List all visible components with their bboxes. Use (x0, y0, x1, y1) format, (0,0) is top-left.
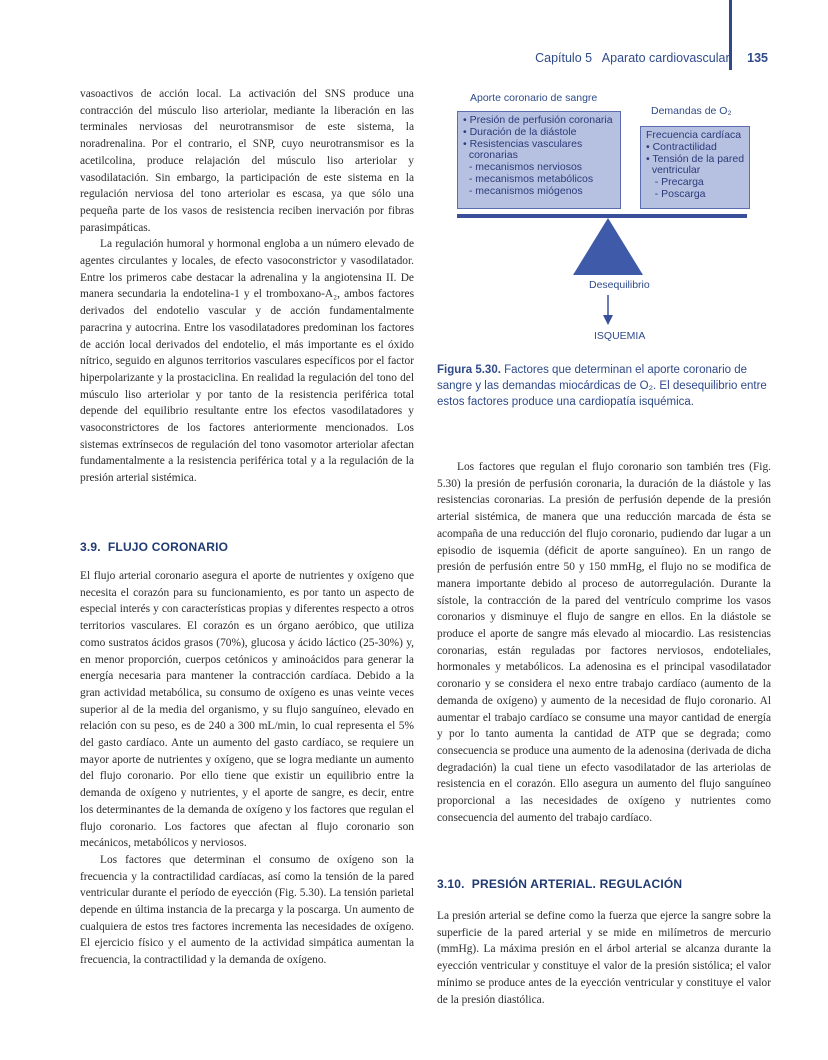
running-header (535, 51, 768, 65)
paragraph: vasoactivos de acción local. La activación del SNS produce una contracción del músculo liso arteriolar, mediante la liberación en las terminales nerviosas del neurotransmisor de este sistema, la noradrenalina. Por el contrario, el SNP, cuyo neurotransmisor es la acetilcolina, produce relajación del músculo liso arteriolar y vasodilatación. Sin embargo, la participación de este sistema en la regulación nerviosa del tono arteriolar es escasa, ya que sólo una pequeña parte de los vasos de resistencia reciben inervación por fibras parasimpáticas. (80, 88, 414, 234)
demand-item: • Tensión de la pared (646, 152, 745, 165)
balance-drawing (437, 86, 773, 356)
demand-label: Demandas de O₂ (651, 105, 732, 117)
fulcrum-triangle (573, 218, 643, 275)
supply-item: - mecanismos miógenos (463, 184, 583, 197)
figure-caption (437, 362, 773, 410)
supply-item: - mecanismos metabólicos (463, 172, 594, 185)
right-column-section (437, 908, 771, 1008)
supply-item: coronarias (463, 149, 518, 162)
left-column-section (80, 568, 414, 969)
demand-item: • Contractilidad (646, 140, 717, 153)
supply-item: • Presión de perfusión coronaria (463, 114, 613, 126)
left-column-intro (80, 86, 414, 487)
paragraph: La presión arterial se define como la fuerza que ejerce la sangre sobre la superficie de la pared arterial y se mide en milímetros de mercurio (mmHg). La máxima presión en el árbol arterial se alcanza durante la eyección ventricular y constituye el valor de la presión sistólica; el valor mínimo se produce antes de la eyección ventricular y constituye el valor de la presión diastólica. (437, 910, 771, 1006)
figure-5-30 (437, 86, 773, 356)
paragraph: El flujo arterial coronario asegura el aporte de nutrientes y oxígeno que necesita el corazón para su funcionamiento, es por tanto un aspecto de especial interés y con características propias y diferentes respecto a otros territorios vasculares. El corazón es un órgano aeróbico, que utiliza como sustratos ácidos grasos (70%), glucosa y ácido láctico (25-30%) y, en menor proporción, cuerpos cetónicos y aminoácidos para generar la energía necesaria para mantener la contracción cardíaca. Debido a la gran actividad metabólica, su consumo de oxígeno es unas veinte veces superior al de la media del organismo, y su flujo sanguíneo, elevado en relación con su peso, es de 240 a 300 mL/min, lo cual representa el 5% del gasto cardíaco. Ante un aumento del gasto cardíaco, se requiere un mayor aporte de nutrientes y oxígeno, que se logra mediante un aumento del flujo coronario. Por ello tiene que existir un equilibrio entre la demanda de oxígeno y nutrientes, y el aporte de sangre, es decir, entre los determinantes de la demanda de oxígeno y los factores que regulan el flujo coronario. Los factores que afectan al flujo coronario son mecánicos, metabólicos y nerviosos. (80, 570, 414, 850)
supply-label: Aporte coronario de sangre (470, 92, 598, 104)
demand-item: - Poscarga (646, 187, 706, 200)
arrow-head-icon (603, 315, 613, 325)
chapter-title: Capítulo 5 Aparato cardiovascular (535, 51, 730, 65)
demand-item: Frecuencia cardíaca (646, 129, 742, 141)
supply-item: - mecanismos nerviosos (463, 161, 583, 174)
right-column-body (437, 459, 771, 826)
paragraph: Los factores que determinan el consumo de oxígeno son la frecuencia y la contractilidad cardíacas, así como la tensión de la pared ventricular durante el período de eyección (Fig. 5.30). La tensión parietal depende en última instancia de la precarga y la poscarga. Un aumento de cualquiera de estos tres factores incrementa las necesidades de oxígeno. El ejercicio físico y el aumento de la actividad simpática aumentan la frecuencia, la contractilidad y la demanda de oxígeno. (80, 853, 414, 967)
imbalance-label: Desequilibrio (589, 279, 650, 291)
paragraph: La regulación humoral y hormonal engloba a un número elevado de agentes circulantes y locales, de efecto vasoconstrictor y vasodilatador. Entre los primeros cabe destacar la adrenalina y la angiotensina II. De manera secundaria la endotelina-1 y el tromboxano-A₂, ambos factores derivados del endotelio vascular y de acción fundamentalmente paracrina y autocrina. Entre los vasodilatadores predominan los factores de acción local derivados del endotelio, el más importante es el óxido nítrico, seguido en algunos territorios vasculares específicos por el factor hiperpolarizante y la prostaciclina. En realidad la regulación del tono del músculo liso arteriolar y por tanto de la resistencia periférica total depende del equilibrio resultante entre los efectos vasodilatadores y vasoconstrictores de los factores anteriormente mencionados. Los sistemas extrínsecos de regulación del tono vasomotor arteriolar afectan fundamentalmente a la resistencia periférica total y a la regulación de la presión arterial sistémica. (80, 238, 414, 485)
paragraph: Los factores que regulan el flujo coronario son también tres (Fig. 5.30) la presión de perfusión coronaria, la duración de la diástole y las resistencias coronarias. La presión de perfusión depende de la presión arterial sistémica, de manera que una reducción marcada de ésta se acompaña de una reducción del flujo coronario, pudiendo dar lugar a un episodio de isquemia (déficit de aporte sanguíneo). En un rango de presión de perfusión entre 50 y 150 mmHg, el flujo no se modifica de manera importante debido al proceso de autorregulación. Durante la sístole, la contracción de la pared del ventrículo comprime los vasos coronarios y disminuye el flujo de sangre en ellos. En la diástole se produce el aporte de sangre más elevado al miocardio. Las resistencias coronarias, están reguladas por factores nerviosos, endoteliales, hormonales y metabólicos. La adenosina es el principal vasodilatador coronario y se considera el nexo entre trabajo cardíaco (aumento de la demanda de oxígeno) y aumento de la necesidad de flujo coronario. Al aumentar el trabajo cardíaco se consume una mayor cantidad de energía y por lo tanto aumenta la cantidad de ATP que se degrada; como consecuencia se produce una aumento de la adenosina (derivada de dicha degradación) la cual tiene un efecto vasodilatador de las arteriolas de resistencia en el corazón. Ello asegura un aumento del flujo sanguíneo proporcional a las necesidades de oxígeno y nutrientes como consecuencia del aumento del trabajo cardíaco. (437, 461, 771, 824)
balance-beam (457, 214, 747, 218)
section-title-3-10: 3.10. PRESIÓN ARTERIAL. REGULACIÓN (437, 877, 683, 891)
demand-item: ventricular (646, 164, 701, 177)
section-title-3-9: 3.9. FLUJO CORONARIO (80, 540, 229, 554)
supply-item: • Duración de la diástole (463, 125, 577, 138)
page-number: 135 (747, 51, 768, 65)
caption-label: Figura 5.30. (437, 364, 501, 376)
caption-text: Factores que determinan el aporte coronario de sangre y las demandas miocárdicas de O₂. El desequilibrio entre estos factores produce una cardiopatía isquémica. (437, 364, 767, 408)
ischemia-label: ISQUEMIA (594, 330, 646, 342)
demand-item: - Precarga (646, 176, 704, 189)
supply-item: • Resistencias vasculares (463, 137, 583, 150)
